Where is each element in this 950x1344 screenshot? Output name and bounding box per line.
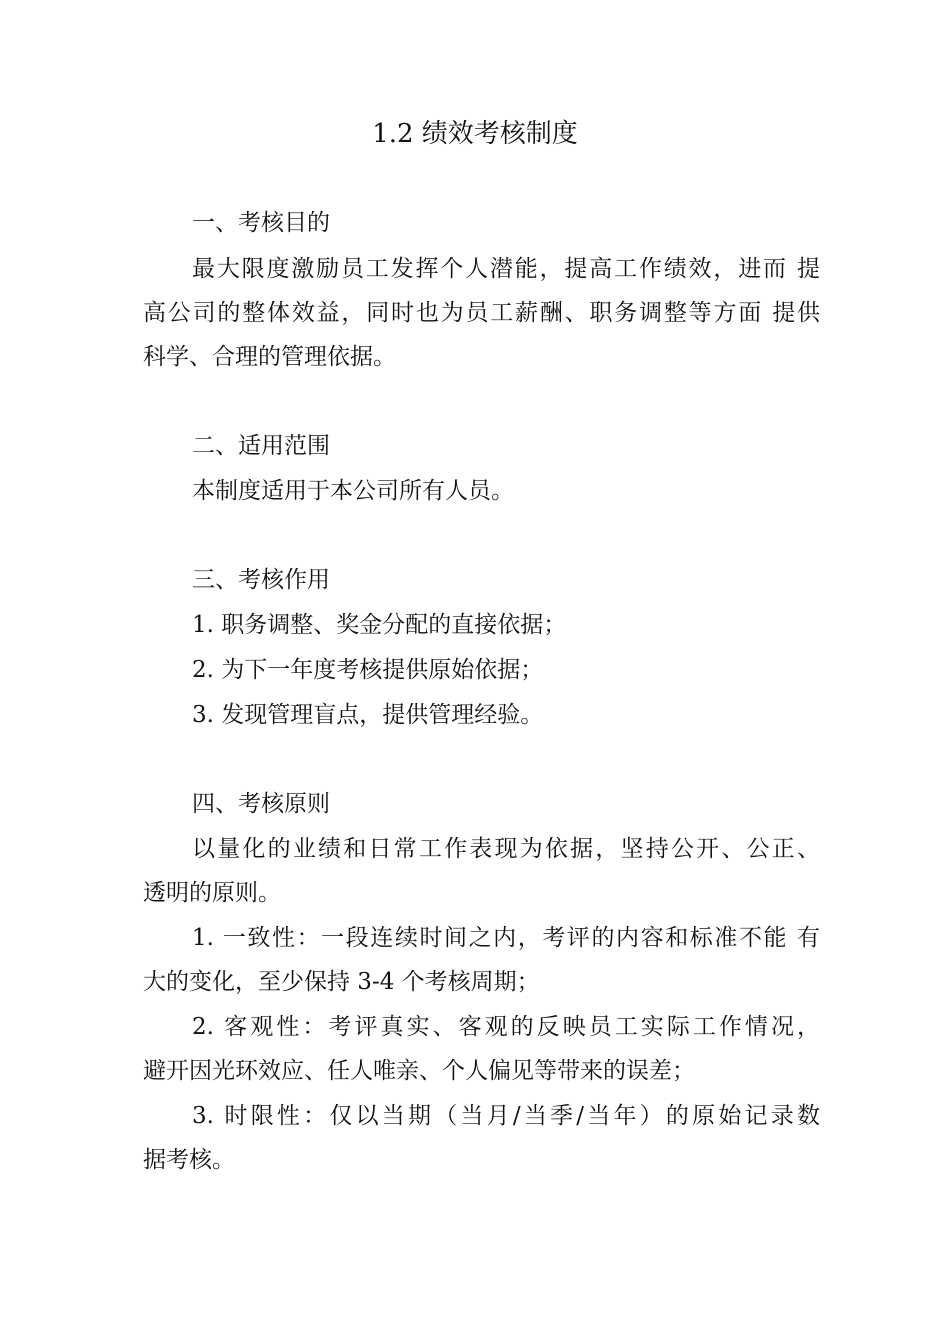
paragraph-line: 2. 客观性：考评真实、客观的反映员工实际工作情况， <box>192 1014 820 1040</box>
paragraph-line: 最大限度激励员工发挥个人潜能，提高工作绩效，进而 提 <box>192 256 820 282</box>
list-item: 3. 发现管理盲点，提供管理经验。 <box>192 702 544 728</box>
list-item: 1. 职务调整、奖金分配的直接依据； <box>192 612 567 638</box>
paragraph-line: 据考核。 <box>143 1147 235 1173</box>
paragraph-line: 3. 时限性：仅以当期（当月/当季/当年）的原始记录数 <box>192 1103 820 1129</box>
paragraph-line: 本制度适用于本公司所有人员。 <box>192 478 514 504</box>
section-heading-purpose: 一、考核目的 <box>192 210 330 236</box>
paragraph-line: 高公司的整体效益，同时也为员工薪酬、职务调整等方面 提供 <box>143 300 820 326</box>
document-title: 1.2 绩效考核制度 <box>372 119 578 149</box>
section-heading-principles: 四、考核原则 <box>192 791 330 817</box>
section-heading-role: 三、考核作用 <box>192 567 330 593</box>
list-item: 2. 为下一年度考核提供原始依据； <box>192 657 544 683</box>
paragraph-line: 以量化的业绩和日常工作表现为依据，坚持公开、公正、 <box>192 836 820 862</box>
section-heading-scope: 二、适用范围 <box>192 433 330 459</box>
paragraph-line: 科学、合理的管理依据。 <box>143 344 396 370</box>
paragraph-line: 1. 一致性：一段连续时间之内，考评的内容和标准不能 有 <box>192 925 820 951</box>
paragraph-line: 透明的原则。 <box>143 880 281 906</box>
paragraph-line: 大的变化，至少保持 3-4 个考核周期； <box>143 969 540 995</box>
paragraph-line: 避开因光环效应、任人唯亲、个人偏见等带来的误差； <box>143 1058 695 1084</box>
